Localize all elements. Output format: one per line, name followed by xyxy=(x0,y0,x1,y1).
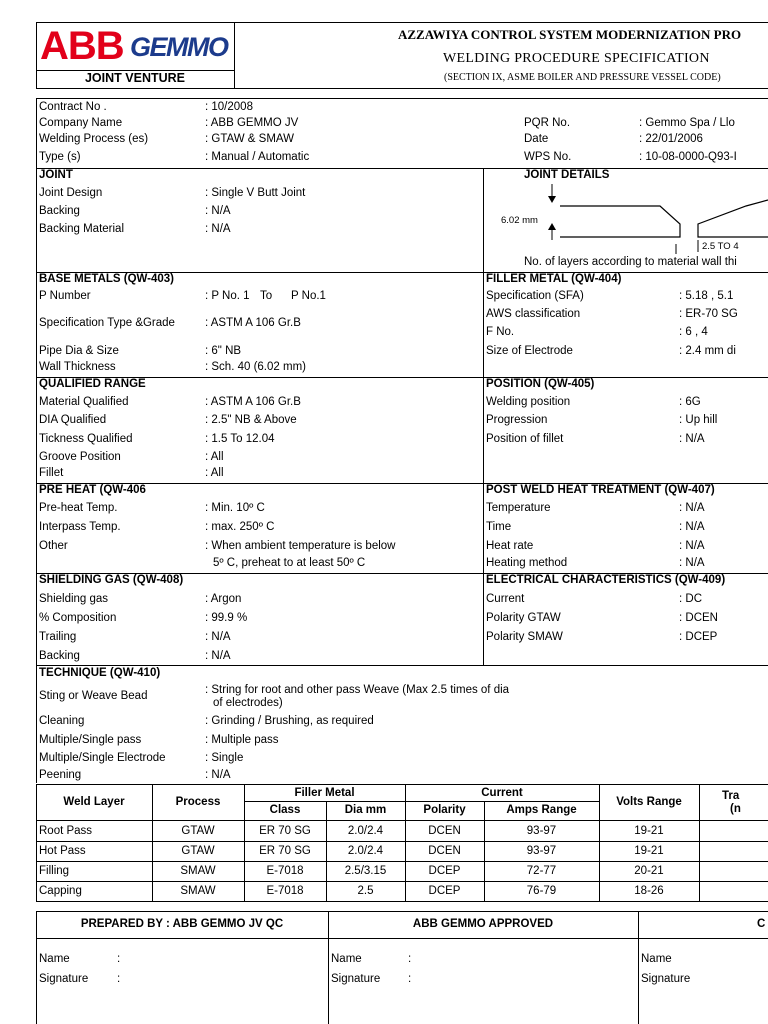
composition-value: : 99.9 % xyxy=(205,612,248,624)
row-2-class: ER 70 SG xyxy=(259,845,311,857)
fillet-value: : All xyxy=(205,467,224,479)
prepared-name-colon: : xyxy=(117,953,121,965)
row-2-process: GTAW xyxy=(181,845,215,857)
prepared-signature-label: Signature xyxy=(39,973,89,985)
p-number-value-b: P No.1 xyxy=(291,290,326,302)
shielding-gas-label: Shielding gas xyxy=(39,593,109,605)
sfa-value: : 5.18 , 5.1 xyxy=(679,290,734,302)
backing-value: : N/A xyxy=(205,205,231,217)
trailing-value: : N/A xyxy=(205,631,231,643)
th-volts: Volts Range xyxy=(616,796,682,808)
pwht-time-label: Time xyxy=(486,521,512,533)
row-2-amps: 93-97 xyxy=(526,845,557,857)
preheat-heading: PRE HEAT (QW-406 xyxy=(39,484,146,496)
th-travel: Tra xyxy=(722,790,740,802)
position-heading: POSITION (QW-405) xyxy=(486,378,595,390)
th-class: Class xyxy=(269,804,301,816)
abb-logo: ABB xyxy=(40,24,124,68)
gas-backing-label: Backing xyxy=(39,650,80,662)
fillet-position-value: : N/A xyxy=(679,433,705,445)
filler-metal-heading: FILLER METAL (QW-404) xyxy=(486,273,622,285)
electrode-count-value: : Single xyxy=(205,752,244,764)
base-metals-heading: BASE METALS (QW-403) xyxy=(39,273,175,285)
preheat-other-value: : When ambient temperature is below xyxy=(205,540,396,552)
polarity-gtaw-value: : DCEN xyxy=(679,612,718,624)
date-label: Date xyxy=(524,133,549,145)
document-subtitle: (SECTION IX, ASME BOILER AND PRESSURE VESSEL CODE) xyxy=(444,72,721,83)
p-number-value: : P No. 1 xyxy=(205,290,250,302)
electrical-heading: ELECTRICAL CHARACTERISTICS (QW-409) xyxy=(486,574,726,586)
interpass-temp-label: Interpass Temp. xyxy=(39,521,121,533)
bead-value-2: of electrodes) xyxy=(213,697,283,709)
row-2-dia: 2.0/2.4 xyxy=(347,845,384,857)
approved-heading: ABB GEMMO APPROVED xyxy=(412,918,554,930)
sfa-label: Specification (SFA) xyxy=(486,290,584,302)
date-value: : 22/01/2006 xyxy=(639,133,703,145)
prepared-name-label: Name xyxy=(39,953,70,965)
progression-value: : Up hill xyxy=(679,414,718,426)
fillet-position-label: Position of fillet xyxy=(486,433,564,445)
f-number-value: : 6 , 4 xyxy=(679,326,708,338)
electrode-count-label: Multiple/Single Electrode xyxy=(39,752,166,764)
joint-thickness-label: 6.02 mm xyxy=(501,215,538,226)
row-1-polarity: DCEN xyxy=(428,825,461,837)
p-number-label: P Number xyxy=(39,290,91,302)
p-number-to: To xyxy=(260,290,273,302)
row-1-amps: 93-97 xyxy=(526,825,557,837)
peening-value: : N/A xyxy=(205,769,231,781)
row-4-process: SMAW xyxy=(180,885,216,897)
row-2-polarity: DCEN xyxy=(428,845,461,857)
row-4-volts: 18-26 xyxy=(634,885,664,897)
document-title: WELDING PROCEDURE SPECIFICATION xyxy=(443,51,710,66)
joint-design-value: : Single V Butt Joint xyxy=(205,187,306,199)
wall-thickness-label: Wall Thickness xyxy=(39,361,116,373)
bead-value: : String for root and other pass Weave (Max 2.5 times of dia xyxy=(205,684,510,696)
gas-backing-value: : N/A xyxy=(205,650,231,662)
joint-gap-label: 2.5 TO 4 xyxy=(702,241,739,252)
th-weld-layer: Weld Layer xyxy=(63,796,125,808)
f-number-label: F No. xyxy=(486,326,515,338)
th-dia: Dia mm xyxy=(344,804,387,816)
aws-label: AWS classification xyxy=(486,308,581,320)
heat-rate-value: : N/A xyxy=(679,540,705,552)
pwht-time-value: : N/A xyxy=(679,521,705,533)
polarity-smaw-label: Polarity SMAW xyxy=(486,631,563,643)
row-3-polarity: DCEP xyxy=(428,865,461,877)
layers-note: No. of layers according to material wall thi xyxy=(524,256,737,268)
company-value: : ABB GEMMO JV xyxy=(205,117,299,129)
contract-label: Contract No . xyxy=(39,101,107,113)
third-signature-label: Signature xyxy=(641,973,691,985)
row-1-layer: Root Pass xyxy=(39,825,93,837)
thickness-qualified-label: Tickness Qualified xyxy=(39,433,133,445)
row-2-layer: Hot Pass xyxy=(39,845,86,857)
cleaning-value: : Grinding / Brushing, as required xyxy=(205,715,374,727)
company-label: Company Name xyxy=(39,117,123,129)
pqr-value: : Gemmo Spa / Llo xyxy=(639,117,735,129)
joint-details-heading: JOINT DETAILS xyxy=(524,169,610,181)
polarity-gtaw-label: Polarity GTAW xyxy=(486,612,561,624)
fillet-label: Fillet xyxy=(39,467,64,479)
pwht-temperature-value: : N/A xyxy=(679,502,705,514)
prepared-signature-colon: : xyxy=(117,973,121,985)
approved-name-colon: : xyxy=(408,953,412,965)
th-amps: Amps Range xyxy=(506,804,577,816)
row-4-class: E-7018 xyxy=(266,885,304,897)
row-2-volts: 19-21 xyxy=(634,845,664,857)
pwht-heading: POST WELD HEAT TREATMENT (QW-407) xyxy=(486,484,715,496)
wps-value: : 10-08-0000-Q93-I xyxy=(639,151,737,163)
process-label: Welding Process (es) xyxy=(39,133,149,145)
row-1-process: GTAW xyxy=(181,825,215,837)
row-3-class: E-7018 xyxy=(266,865,304,877)
progression-label: Progression xyxy=(486,414,548,426)
groove-position-value: : All xyxy=(205,451,224,463)
row-3-volts: 20-21 xyxy=(634,865,664,877)
current-label: Current xyxy=(486,593,525,605)
row-1-class: ER 70 SG xyxy=(259,825,311,837)
welding-position-label: Welding position xyxy=(486,396,571,408)
row-4-amps: 76-79 xyxy=(526,885,557,897)
electrode-size-label: Size of Electrode xyxy=(486,345,573,357)
th-process: Process xyxy=(175,796,221,808)
joint-design-label: Joint Design xyxy=(39,187,103,199)
th-filler-metal: Filler Metal xyxy=(294,787,355,799)
row-3-layer: Filling xyxy=(39,865,70,877)
dia-qualified-value: : 2.5" NB & Above xyxy=(205,414,297,426)
joint-venture-label: JOINT VENTURE xyxy=(84,71,185,85)
material-qualified-value: : ASTM A 106 Gr.B xyxy=(205,396,301,408)
approved-signature-colon: : xyxy=(408,973,412,985)
pipe-dia-label: Pipe Dia & Size xyxy=(39,345,119,357)
shielding-gas-heading: SHIELDING GAS (QW-408) xyxy=(39,574,184,586)
approved-signature-label: Signature xyxy=(331,973,381,985)
backing-material-label: Backing Material xyxy=(39,223,125,235)
composition-label: % Composition xyxy=(39,612,117,624)
pass-label: Multiple/Single pass xyxy=(39,734,142,746)
dia-qualified-label: DIA Qualified xyxy=(39,414,107,426)
thickness-qualified-value: : 1.5 To 12.04 xyxy=(205,433,275,445)
row-1-volts: 19-21 xyxy=(634,825,664,837)
heat-rate-label: Heat rate xyxy=(486,540,534,552)
backing-material-value: : N/A xyxy=(205,223,231,235)
technique-heading: TECHNIQUE (QW-410) xyxy=(39,667,161,679)
prepared-by-heading: PREPARED BY : ABB GEMMO JV QC xyxy=(80,918,284,930)
preheat-other-value-2: 5º C, preheat to at least 50º C xyxy=(213,557,366,569)
pipe-dia-value: : 6" NB xyxy=(205,345,242,357)
process-value: : GTAW & SMAW xyxy=(205,133,295,145)
spec-type-value: : ASTM A 106 Gr.B xyxy=(205,317,301,329)
pwht-temperature-label: Temperature xyxy=(486,502,551,514)
approved-name-label: Name xyxy=(331,953,362,965)
aws-value: : ER-70 SG xyxy=(679,308,738,320)
project-title: AZZAWIYA CONTROL SYSTEM MODERNIZATION PRO xyxy=(398,27,742,42)
cleaning-label: Cleaning xyxy=(39,715,85,727)
third-name-label: Name xyxy=(641,953,672,965)
shielding-gas-value: : Argon xyxy=(205,593,242,605)
joint-heading: JOINT xyxy=(39,169,73,181)
interpass-temp-value: : max. 250º C xyxy=(205,521,275,533)
spec-type-label: Specification Type &Grade xyxy=(39,317,175,329)
row-1-dia: 2.0/2.4 xyxy=(347,825,384,837)
welding-position-value: : 6G xyxy=(679,396,701,408)
wall-thickness-value: : Sch. 40 (6.02 mm) xyxy=(205,361,306,373)
heating-method-value: : N/A xyxy=(679,557,705,569)
th-polarity: Polarity xyxy=(423,804,466,816)
groove-position-label: Groove Position xyxy=(39,451,121,463)
preheat-temp-value: : Min. 10º C xyxy=(205,502,265,514)
third-party-heading: C xyxy=(757,918,766,930)
preheat-other-label: Other xyxy=(39,540,68,552)
type-value: : Manual / Automatic xyxy=(205,151,310,163)
gemmo-logo: GEMMO xyxy=(130,32,228,62)
pass-value: : Multiple pass xyxy=(205,734,279,746)
peening-label: Peening xyxy=(39,769,82,781)
row-4-dia: 2.5 xyxy=(357,885,374,897)
th-current: Current xyxy=(481,787,523,799)
row-4-polarity: DCEP xyxy=(428,885,461,897)
row-3-dia: 2.5/3.15 xyxy=(344,865,387,877)
trailing-label: Trailing xyxy=(39,631,77,643)
wps-label: WPS No. xyxy=(524,151,572,163)
pqr-label: PQR No. xyxy=(524,117,571,129)
type-label: Type (s) xyxy=(39,151,81,163)
contract-value: : 10/2008 xyxy=(205,101,253,113)
qualified-range-heading: QUALIFIED RANGE xyxy=(39,378,146,390)
th-travel-unit: (n xyxy=(730,803,741,815)
bead-label: Sting or Weave Bead xyxy=(39,690,148,702)
row-4-layer: Capping xyxy=(39,885,82,897)
heating-method-label: Heating method xyxy=(486,557,568,569)
row-3-process: SMAW xyxy=(180,865,216,877)
row-3-amps: 72-77 xyxy=(526,865,557,877)
preheat-temp-label: Pre-heat Temp. xyxy=(39,502,118,514)
material-qualified-label: Material Qualified xyxy=(39,396,129,408)
electrode-size-value: : 2.4 mm di xyxy=(679,345,736,357)
backing-label: Backing xyxy=(39,205,80,217)
current-value: : DC xyxy=(679,593,702,605)
polarity-smaw-value: : DCEP xyxy=(679,631,718,643)
